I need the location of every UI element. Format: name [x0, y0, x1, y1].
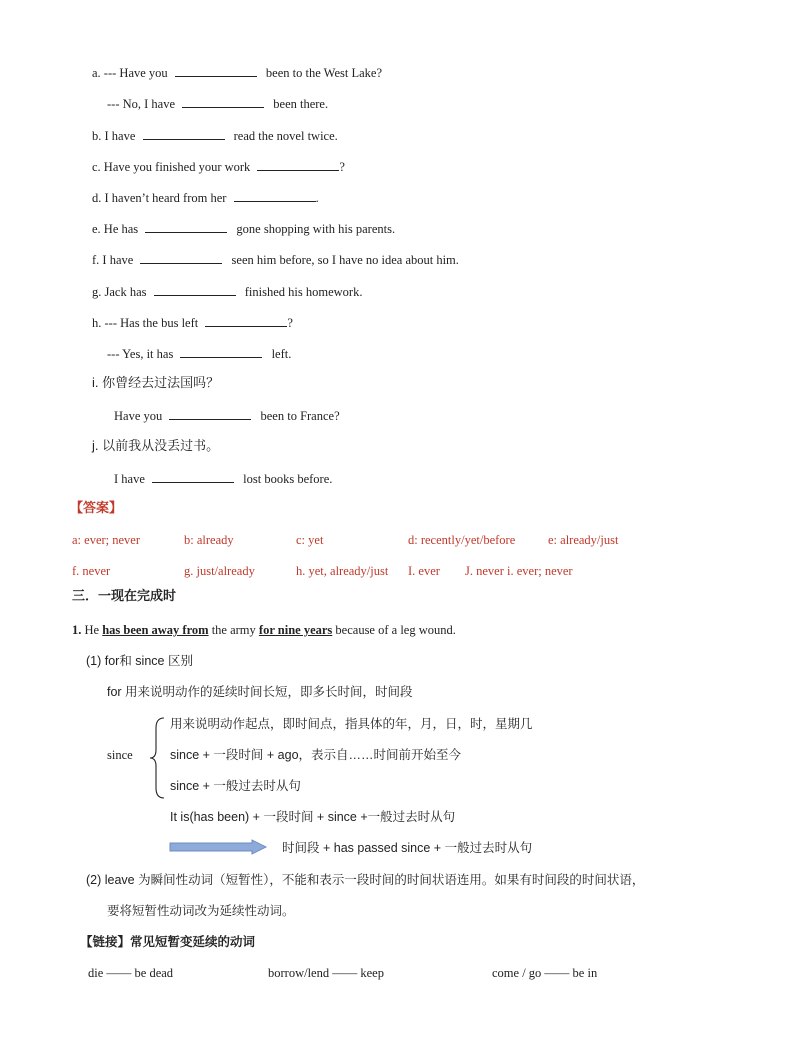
blank[interactable] — [152, 470, 234, 483]
it-is-pattern: It is(has been) + 一段时间 + since +一般过去时从句 — [170, 810, 456, 824]
exercise-j-chinese: j. 以前我从没丢过书。 — [92, 438, 220, 453]
blank[interactable] — [140, 251, 222, 264]
section-title: 三．一现在完成时 — [72, 588, 177, 603]
exercise-b: b. I have read the novel twice. — [92, 129, 338, 143]
answer-i: I. ever — [408, 564, 440, 578]
verb-pair-2: borrow/lend —— keep — [268, 966, 384, 980]
exercise-d: d. I haven’t heard from her . — [92, 191, 319, 205]
exercise-a: a. --- Have you been to the West Lake? — [92, 66, 382, 80]
arrow-result: 时间段 + has passed since + 一般过去时从句 — [282, 841, 533, 855]
answer-d: d: recently/yet/before — [408, 533, 516, 547]
answer-a: a: ever; never — [72, 533, 141, 547]
exercise-c: c. Have you finished your work ? — [92, 160, 345, 174]
exercise-j: I have lost books before. — [114, 472, 333, 486]
link-label: 【链接】常见短暂变延续的动词 — [80, 935, 256, 949]
exercise-h-reply: --- Yes, it has left. — [107, 347, 292, 361]
answer-g: g. just/already — [184, 564, 255, 578]
example-sentence: 1. He has been away from the army for nine years because of a leg wound. — [72, 623, 456, 637]
blank[interactable] — [257, 158, 339, 171]
blank[interactable] — [234, 189, 316, 202]
since-item-2: since + 一段时间 + ago，表示自……时间前开始至今 — [170, 748, 462, 762]
answer-h: h. yet, already/just — [296, 564, 389, 578]
underlined-phrase: for nine years — [258, 623, 333, 637]
answer-e: e: already/just — [548, 533, 619, 547]
since-item-1: 用来说明动作起点，即时间点，指具体的年，月，日，时，星期几 — [170, 717, 533, 731]
verb-pair-1: die —— be dead — [88, 966, 174, 980]
since-label: since — [107, 748, 133, 762]
blank[interactable] — [180, 345, 262, 358]
answer-c: c: yet — [296, 533, 324, 547]
exercise-g: g. Jack has finished his homework. — [92, 285, 363, 299]
verb-pair-3: come / go —— be in — [492, 966, 598, 980]
blank[interactable] — [175, 64, 257, 77]
arrow-right-icon — [168, 839, 268, 855]
blank[interactable] — [143, 127, 225, 140]
point1-title: (1) for和 since 区别 — [86, 654, 193, 668]
point2-line2: 要将短暂性动词改为延续性动词。 — [107, 904, 295, 918]
for-explanation: for 用来说明动作的延续时间长短，即多长时间，时间段 — [107, 685, 413, 699]
answer-f: f. never — [72, 564, 111, 578]
answer-j: J. never i. ever; never — [465, 564, 573, 578]
blank[interactable] — [169, 407, 251, 420]
blank[interactable] — [145, 220, 227, 233]
blank[interactable] — [154, 283, 236, 296]
exercise-i: Have you been to France? — [114, 409, 340, 423]
exercise-a-reply: --- No, I have been there. — [107, 97, 329, 111]
exercise-f: f. I have seen him before, so I have no idea about him. — [92, 253, 459, 267]
answer-b: b: already — [184, 533, 234, 547]
exercise-h: h. --- Has the bus left ? — [92, 316, 293, 330]
exercise-e: e. He has gone shopping with his parents. — [92, 222, 396, 236]
blank[interactable] — [182, 95, 264, 108]
curly-brace — [148, 716, 168, 800]
point2-line1: (2) leave 为瞬间性动词（短暂性），不能和表示一段时间的时间状语连用。如果有时间段的时间状语， — [86, 873, 645, 887]
underlined-phrase: has been away from — [102, 623, 209, 637]
answer-heading: 【答案】 — [70, 500, 123, 515]
blank[interactable] — [205, 314, 287, 327]
since-item-3: since + 一般过去时从句 — [170, 779, 301, 793]
exercise-i-chinese: i. 你曾经去过法国吗？ — [92, 375, 220, 390]
